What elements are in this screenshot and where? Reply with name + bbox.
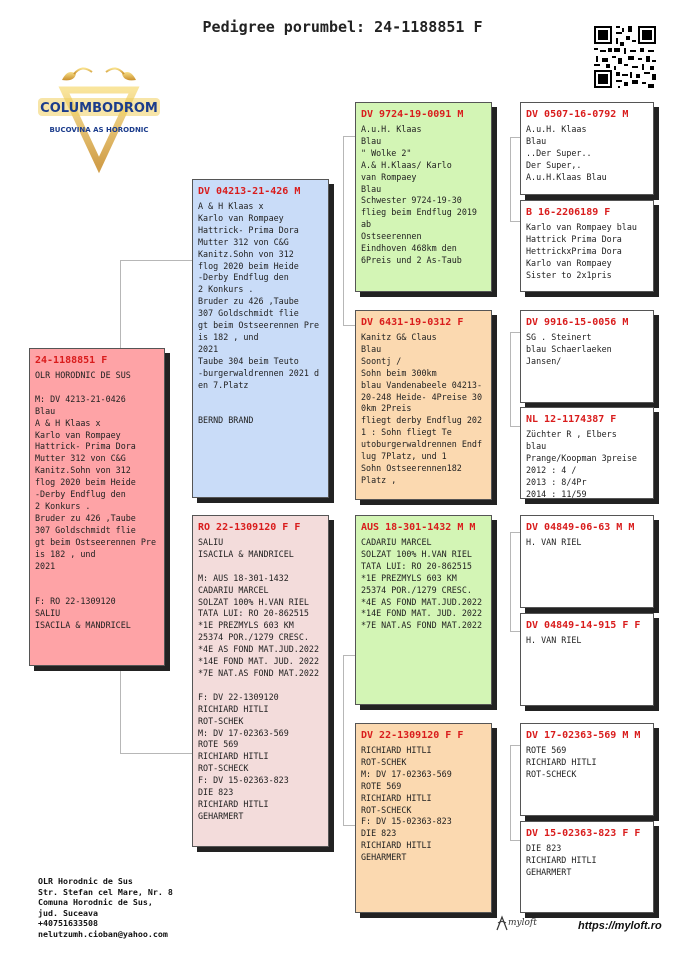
ring-number: NL 12-1174387 F — [526, 414, 617, 425]
ring-number: DV 04849-14-915 F F — [526, 620, 641, 631]
ring-number: DV 04213-21-426 M — [198, 186, 301, 197]
ring-number: DV 04849-06-63 M M — [526, 522, 635, 533]
qr-code-icon — [592, 24, 658, 90]
pigeon-card-fmm[interactable] — [520, 407, 654, 499]
ring-number: RO 22-1309120 F F — [198, 522, 301, 533]
pigeon-card-mmf[interactable] — [520, 723, 654, 816]
ring-number: B 16-2206189 F — [526, 207, 611, 218]
ring-number: DV 6431-19-0312 F — [361, 317, 464, 328]
pigeon-info: SG . Steinert blau Schaerlaeken Jansen/ — [526, 332, 612, 366]
pigeon-info: Züchter R , Elbers blau Prange/Koopman 3preise 2012 : 4 / 2013 : 8/4Pr 2014 : 11/59 — [526, 429, 637, 499]
logo-title: COLUMBODROM — [40, 101, 158, 116]
page-title: Pedigree porumbel: 24-1188851 F — [202, 18, 483, 36]
ring-number: AUS 18-301-1432 M M — [361, 522, 476, 533]
ring-number: DV 9916-15-0056 M — [526, 317, 629, 328]
ring-number: 24-1188851 F — [35, 355, 108, 366]
ring-number: DV 0507-16-0792 M — [526, 109, 629, 120]
ring-number: DV 22-1309120 F F — [361, 730, 464, 741]
pigeon-info: Karlo van Rompaey blau Hattrick Prima Dora HettrickxPrima Dora Karlo van Rompaey Sister to 2x1pris — [526, 222, 637, 280]
pigeon-card-father[interactable] — [192, 179, 329, 498]
pigeon-card-fmf[interactable] — [520, 310, 654, 403]
pigeon-info: A.u.H. Klaas Blau ..Der Super.. Der Super,. A.u.H.Klaas Blau — [526, 124, 607, 182]
columbodrom-logo — [34, 60, 164, 180]
pigeon-info: Kanitz G& Claus Blau Soontj / Sohn beim 300km blau Vandenabeele 04213- 20-248 Heide- 4Preise 30 0km 2Preis fliegt derby Endflug 202 1 : Sohn fliegt Te utoburgerwaldrennen Endf lug 7Platz, und 1 Sohn Ostseerennen182 Platz , — [361, 332, 483, 485]
ring-number: DV 17-02363-569 M M — [526, 730, 641, 741]
ring-number: DV 9724-19-0091 M — [361, 109, 464, 120]
pigeon-info: RICHIARD HITLI ROT-SCHEK M: DV 17-02363-569 ROTE 569 RICHIARD HITLI ROT-SCHECK F: DV 15-02363-823 DIE 823 RICHIARD HITLI GEHARMERT — [361, 745, 452, 863]
pigeon-card-mff[interactable] — [520, 515, 654, 608]
pigeon-card-mf[interactable] — [355, 515, 492, 705]
pigeon-info: DIE 823 RICHIARD HITLI GEHARMERT — [526, 843, 597, 877]
pigeon-card-ff[interactable] — [355, 102, 492, 292]
pigeon-info: H. VAN RIEL — [526, 537, 582, 547]
myloft-brand: myloft — [508, 918, 537, 928]
pigeon-card-mmm[interactable] — [520, 821, 654, 913]
pigeon-info: H. VAN RIEL — [526, 635, 582, 645]
pigeon-card-mm[interactable] — [355, 723, 492, 913]
pigeon-info: A.u.H. Klaas Blau " Wolke 2" A.& H.Klaas/ Karlo van Rompaey Blau Schwester 9724-19-30 flieg beim Endflug 2019 ab Ostseerennen Eindhoven 468km den 6Preis und 2 As-Taub — [361, 124, 477, 265]
pigeon-card-main[interactable] — [29, 348, 165, 666]
pigeon-info: ROTE 569 RICHIARD HITLI ROT-SCHECK — [526, 745, 597, 779]
myloft-link[interactable]: https://myloft.ro — [578, 920, 662, 932]
ring-number: DV 15-02363-823 F F — [526, 828, 641, 839]
pigeon-card-fm[interactable] — [355, 310, 492, 500]
logo-subtitle: BUCOVINA AS HORODNIC — [49, 126, 149, 134]
pigeon-info: SALIU ISACILA & MANDRICEL M: AUS 18-301-1432 CADARIU MARCEL SOLZAT 100% H.VAN RIEL TATA LUI: RO 20-862515 *1E PREZMYLS 603 KM 25374 POR./1279 CRESC. *4E AS FOND MAT.JUD.2022 *14E FOND MAT. JUD. 2022 *7E NAT.AS FOND MAT.2022 F: DV 22-1309120 RICHIARD HITLI ROT-SCHEK M: DV 17-02363-569 ROTE 569 RICHIARD HITLI ROT-SCHECK F: DV 15-02363-823 DIE 823 RICHIARD HITLI GEHARMERT — [198, 537, 320, 821]
pigeon-card-mfm[interactable] — [520, 613, 654, 706]
pigeon-card-ffm[interactable] — [520, 200, 654, 292]
owner-address: OLR Horodnic de Sus Str. Stefan cel Mare, Nr. 8 Comuna Horodnic de Sus, jud. Suceava +40751633508 nelutzumh.cioban@yahoo.com — [38, 876, 173, 939]
pigeon-card-fff[interactable] — [520, 102, 654, 195]
pigeon-info: OLR HORODNIC DE SUS M: DV 4213-21-0426 Blau A & H Klaas x Karlo van Rompaey Hattrick- Prima Dora Mutter 312 von C&G Kanitz.Sohn von 312 flog 2020 beim Heide -Derby Endflug den 2 Konkurs . Bruder zu 426 ,Taube 307 Goldschmidt flie gt beim Ostseerennen Pre is 182 , und 2021 F: RO 22-1309120 SALIU ISACILA & MANDRICEL — [35, 370, 157, 631]
pigeon-info: A & H Klaas x Karlo van Rompaey Hattrick- Prima Dora Mutter 312 von C&G Kanitz.Sohn von 312 flog 2020 beim Heide -Derby Endflug den 2 Konkurs . Bruder zu 426 ,Taube 307 Goldschmidt flie gt beim Ostseerennen Pre is 182 , und 2021 Taube 304 beim Teuto -burgerwaldrennen 2021 d en 7.Platz BERND BRAND — [198, 201, 320, 426]
pigeon-info: CADARIU MARCEL SOLZAT 100% H.VAN RIEL TATA LUI: RO 20-862515 *1E PREZMYLS 603 KM 25374 POR./1279 CRESC. *4E AS FOND MAT.JUD.2022 *14E FOND MAT. JUD. 2022 *7E NAT.AS FOND MAT.2022 — [361, 537, 483, 631]
pigeon-card-mother[interactable] — [192, 515, 329, 847]
